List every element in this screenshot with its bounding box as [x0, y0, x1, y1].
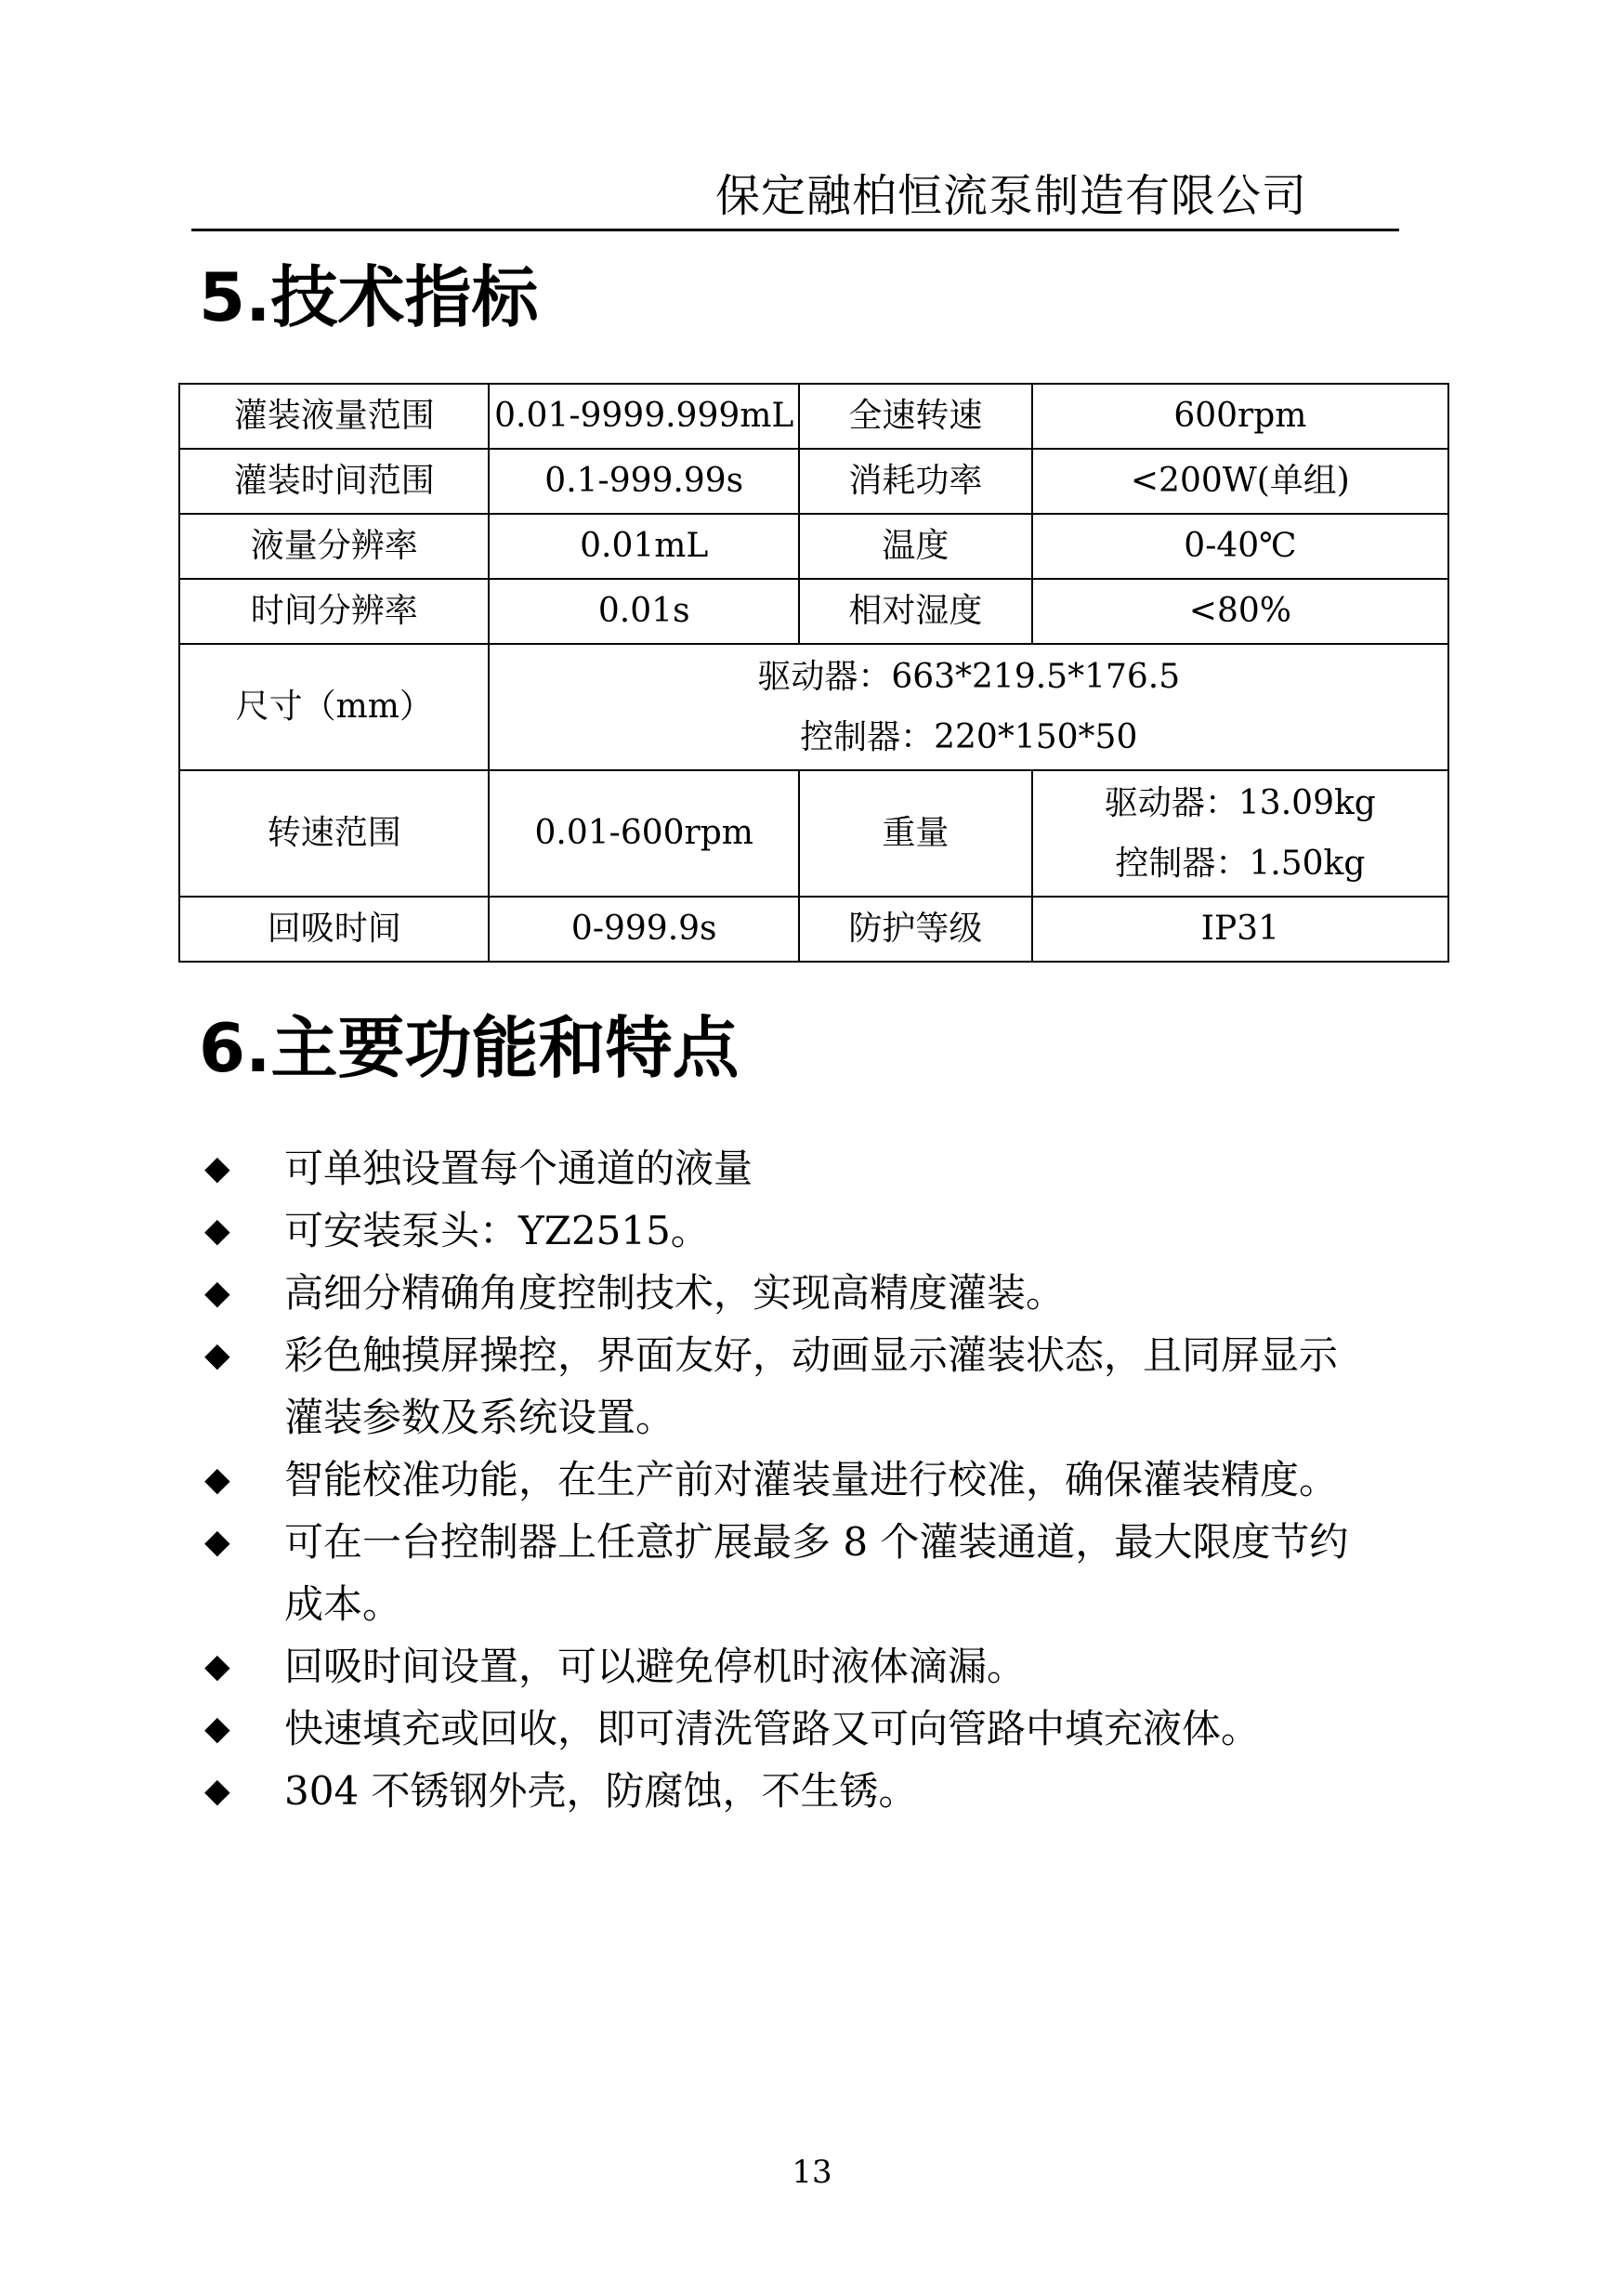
- feature-item: [199, 1324, 1407, 1448]
- feature-item: [199, 1511, 1407, 1635]
- feature-text: 高细分精确角度控制技术，实现高精度灌装。: [284, 1270, 1066, 1316]
- spec-label: 温度: [799, 514, 1032, 579]
- spec-label: 防护等级: [799, 897, 1032, 962]
- diamond-bullet-icon: ◆: [204, 1710, 230, 1748]
- table-row: [179, 897, 1448, 962]
- spec-value: 0-40℃: [1032, 514, 1448, 579]
- spec-label: 相对湿度: [799, 579, 1032, 644]
- diamond-bullet-icon: ◆: [204, 1461, 230, 1499]
- feature-text: 可单独设置每个通道的液量: [284, 1146, 753, 1191]
- feature-item: [199, 1137, 1407, 1199]
- weight-driver: 驱动器：13.09kg: [1104, 783, 1376, 822]
- section-title-technical-specs: 5.技术指标: [199, 258, 539, 336]
- feature-text: 成本。: [284, 1581, 402, 1627]
- features-list: [199, 1137, 1407, 1822]
- spec-value: 0.1-999.99s: [489, 449, 798, 514]
- feature-item: [199, 1448, 1407, 1511]
- feature-text: 智能校准功能，在生产前对灌装量进行校准，确保灌装精度。: [284, 1457, 1339, 1502]
- header-company-name: 保定融柏恒流泵制造有限公司: [715, 170, 1308, 222]
- feature-item: [199, 1698, 1407, 1760]
- table-row-size: [179, 644, 1448, 770]
- feature-text: 彩色触摸屏操控，界面友好，动画显示灌装状态，且同屏显示: [284, 1332, 1339, 1378]
- diamond-bullet-icon: ◆: [204, 1772, 230, 1810]
- feature-item: [199, 1635, 1407, 1698]
- spec-value-size: [489, 644, 1448, 770]
- diamond-bullet-icon: ◆: [204, 1149, 230, 1187]
- diamond-bullet-icon: ◆: [204, 1212, 230, 1250]
- table-row: [179, 514, 1448, 579]
- diamond-bullet-icon: ◆: [204, 1647, 230, 1685]
- feature-text: 可安装泵头：YZ2515。: [284, 1208, 710, 1253]
- spec-label: 重量: [799, 770, 1032, 897]
- feature-text: 灌装参数及系统设置。: [284, 1395, 675, 1440]
- table-row: [179, 384, 1448, 449]
- spec-label: 回吸时间: [179, 897, 489, 962]
- spec-label: 尺寸（mm）: [179, 644, 489, 770]
- table-row: [179, 579, 1448, 644]
- spec-label: 时间分辨率: [179, 579, 489, 644]
- table-row-speed: [179, 770, 1448, 897]
- spec-label: 灌装液量范围: [179, 384, 489, 449]
- spec-label: 全速转速: [799, 384, 1032, 449]
- spec-value: 0.01-9999.999mL: [489, 384, 798, 449]
- diamond-bullet-icon: ◆: [204, 1274, 230, 1312]
- spec-value: 0-999.9s: [489, 897, 798, 962]
- section-title-features: 6.主要功能和特点: [199, 1009, 740, 1087]
- feature-text: 304 不锈钢外壳，防腐蚀，不生锈。: [284, 1768, 918, 1814]
- size-driver: 驱动器：663*219.5*176.5: [757, 657, 1181, 696]
- feature-text: 可在一台控制器上任意扩展最多 8 个灌装通道，最大限度节约: [284, 1519, 1349, 1565]
- header-divider: [191, 229, 1399, 231]
- spec-value: IP31: [1032, 897, 1448, 962]
- spec-value: <80%: [1032, 579, 1448, 644]
- spec-label: 消耗功率: [799, 449, 1032, 514]
- spec-value: 0.01-600rpm: [489, 770, 798, 897]
- spec-value: 0.01s: [489, 579, 798, 644]
- feature-item: [199, 1760, 1407, 1822]
- spec-value: 600rpm: [1032, 384, 1448, 449]
- feature-text: 快速填充或回收，即可清洗管路又可向管路中填充液体。: [284, 1706, 1261, 1751]
- page-number: 13: [792, 2154, 832, 2191]
- size-controller: 控制器：220*150*50: [800, 718, 1138, 756]
- diamond-bullet-icon: ◆: [204, 1336, 230, 1374]
- spec-value-weight: [1032, 770, 1448, 897]
- feature-item: [199, 1262, 1407, 1324]
- weight-controller: 控制器：1.50kg: [1115, 845, 1366, 883]
- spec-label: 液量分辨率: [179, 514, 489, 579]
- spec-label: 灌装时间范围: [179, 449, 489, 514]
- feature-text: 回吸时间设置，可以避免停机时液体滴漏。: [284, 1644, 1027, 1689]
- specs-table: [178, 383, 1449, 963]
- table-row: [179, 449, 1448, 514]
- diamond-bullet-icon: ◆: [204, 1523, 230, 1561]
- spec-value: <200W(单组): [1032, 449, 1448, 514]
- feature-item: [199, 1199, 1407, 1262]
- spec-value: 0.01mL: [489, 514, 798, 579]
- spec-label: 转速范围: [179, 770, 489, 897]
